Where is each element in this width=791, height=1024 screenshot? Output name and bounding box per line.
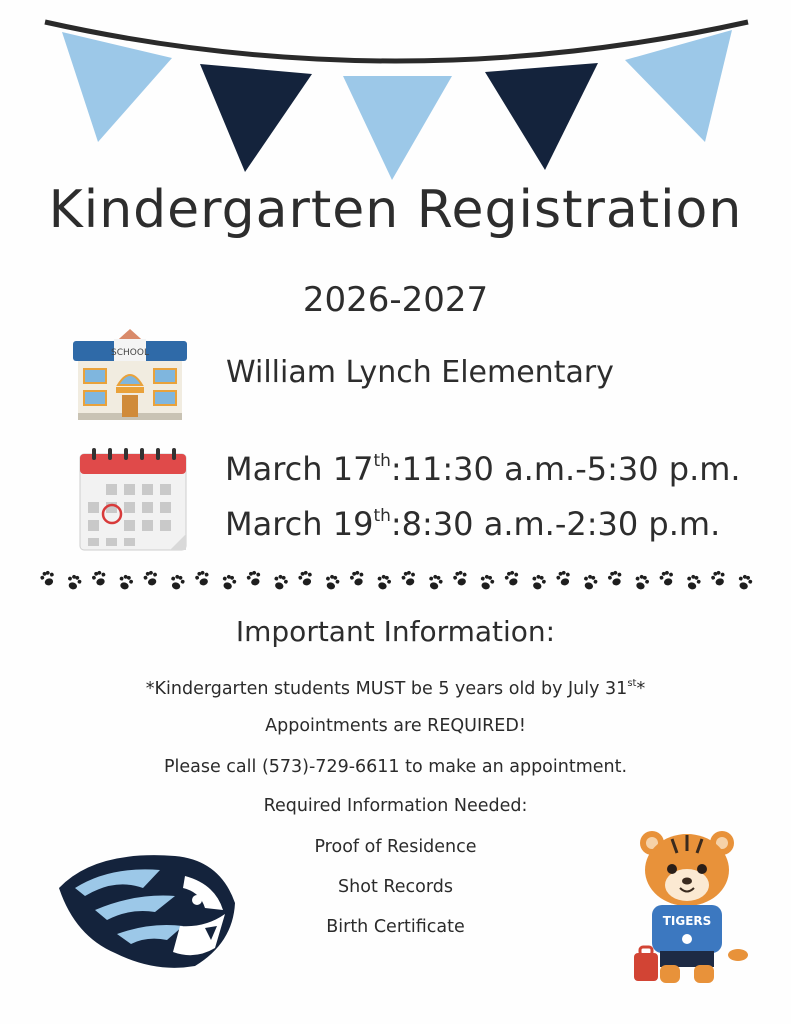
info-heading: Important Information: — [235, 615, 556, 648]
paw-print-icon — [142, 569, 160, 587]
school-year: 2026-2027 — [302, 280, 489, 320]
paw-print-icon — [194, 569, 212, 587]
paw-print-icon — [710, 569, 728, 587]
mascot-shirt-text: TIGERS — [662, 914, 712, 928]
pennant-navy-2 — [485, 63, 598, 170]
paw-print-icon — [375, 573, 393, 591]
paw-print-icon — [503, 569, 521, 587]
paw-print-icon — [323, 573, 341, 591]
paw-print-icon — [658, 569, 676, 587]
phone-instructions: Please call (573)-729-6611 to make an appointment. — [163, 757, 628, 777]
paw-print-icon — [91, 569, 109, 587]
paw-print-icon — [736, 573, 754, 591]
paw-print-icon — [272, 573, 290, 591]
paw-print-icon — [168, 573, 186, 591]
pennant-light-2 — [343, 76, 452, 180]
paw-print-divider — [40, 565, 755, 595]
school-sign: SCHOOL — [111, 348, 149, 358]
paw-print-icon — [117, 573, 135, 591]
required-item-birth-certificate: Birth Certificate — [326, 917, 465, 937]
age-requirement: *Kindergarten students MUST be 5 years old by July 31st* — [145, 678, 646, 699]
paw-print-icon — [297, 569, 315, 587]
paw-print-icon — [581, 573, 599, 591]
required-item-shots: Shot Records — [338, 877, 453, 897]
paw-print-icon — [220, 573, 238, 591]
school-building-icon — [70, 325, 190, 425]
paw-print-icon — [400, 569, 418, 587]
calendar-icon — [76, 446, 190, 554]
paw-print-icon — [426, 573, 444, 591]
paw-print-icon — [555, 569, 573, 587]
paw-print-icon — [478, 573, 496, 591]
paw-print-icon — [65, 573, 83, 591]
paw-print-icon — [349, 569, 367, 587]
paw-print-icon — [633, 573, 651, 591]
pennant-banner — [0, 0, 791, 190]
required-info-heading: Required Information Needed: — [263, 796, 528, 816]
tiger-mascot-icon — [630, 825, 755, 990]
appointment-required: Appointments are REQUIRED! — [265, 716, 526, 736]
paw-print-icon — [530, 573, 548, 591]
page-title: Kindergarten Registration — [48, 180, 743, 240]
paw-print-icon — [684, 573, 702, 591]
paw-print-icon — [245, 569, 263, 587]
paw-print-icon — [607, 569, 625, 587]
pennant-light-3 — [625, 30, 732, 142]
paw-print-icon — [452, 569, 470, 587]
registration-date-1: March 17th:11:30 a.m.-5:30 p.m. — [225, 450, 741, 488]
pennant-navy-1 — [200, 64, 312, 172]
paw-print-icon — [40, 569, 57, 587]
required-item-residence: Proof of Residence — [314, 837, 477, 857]
pennant-light-1 — [62, 32, 172, 142]
school-name: William Lynch Elementary — [226, 355, 614, 390]
tiger-logo-icon — [55, 848, 240, 973]
registration-date-2: March 19th:8:30 a.m.-2:30 p.m. — [225, 505, 721, 543]
